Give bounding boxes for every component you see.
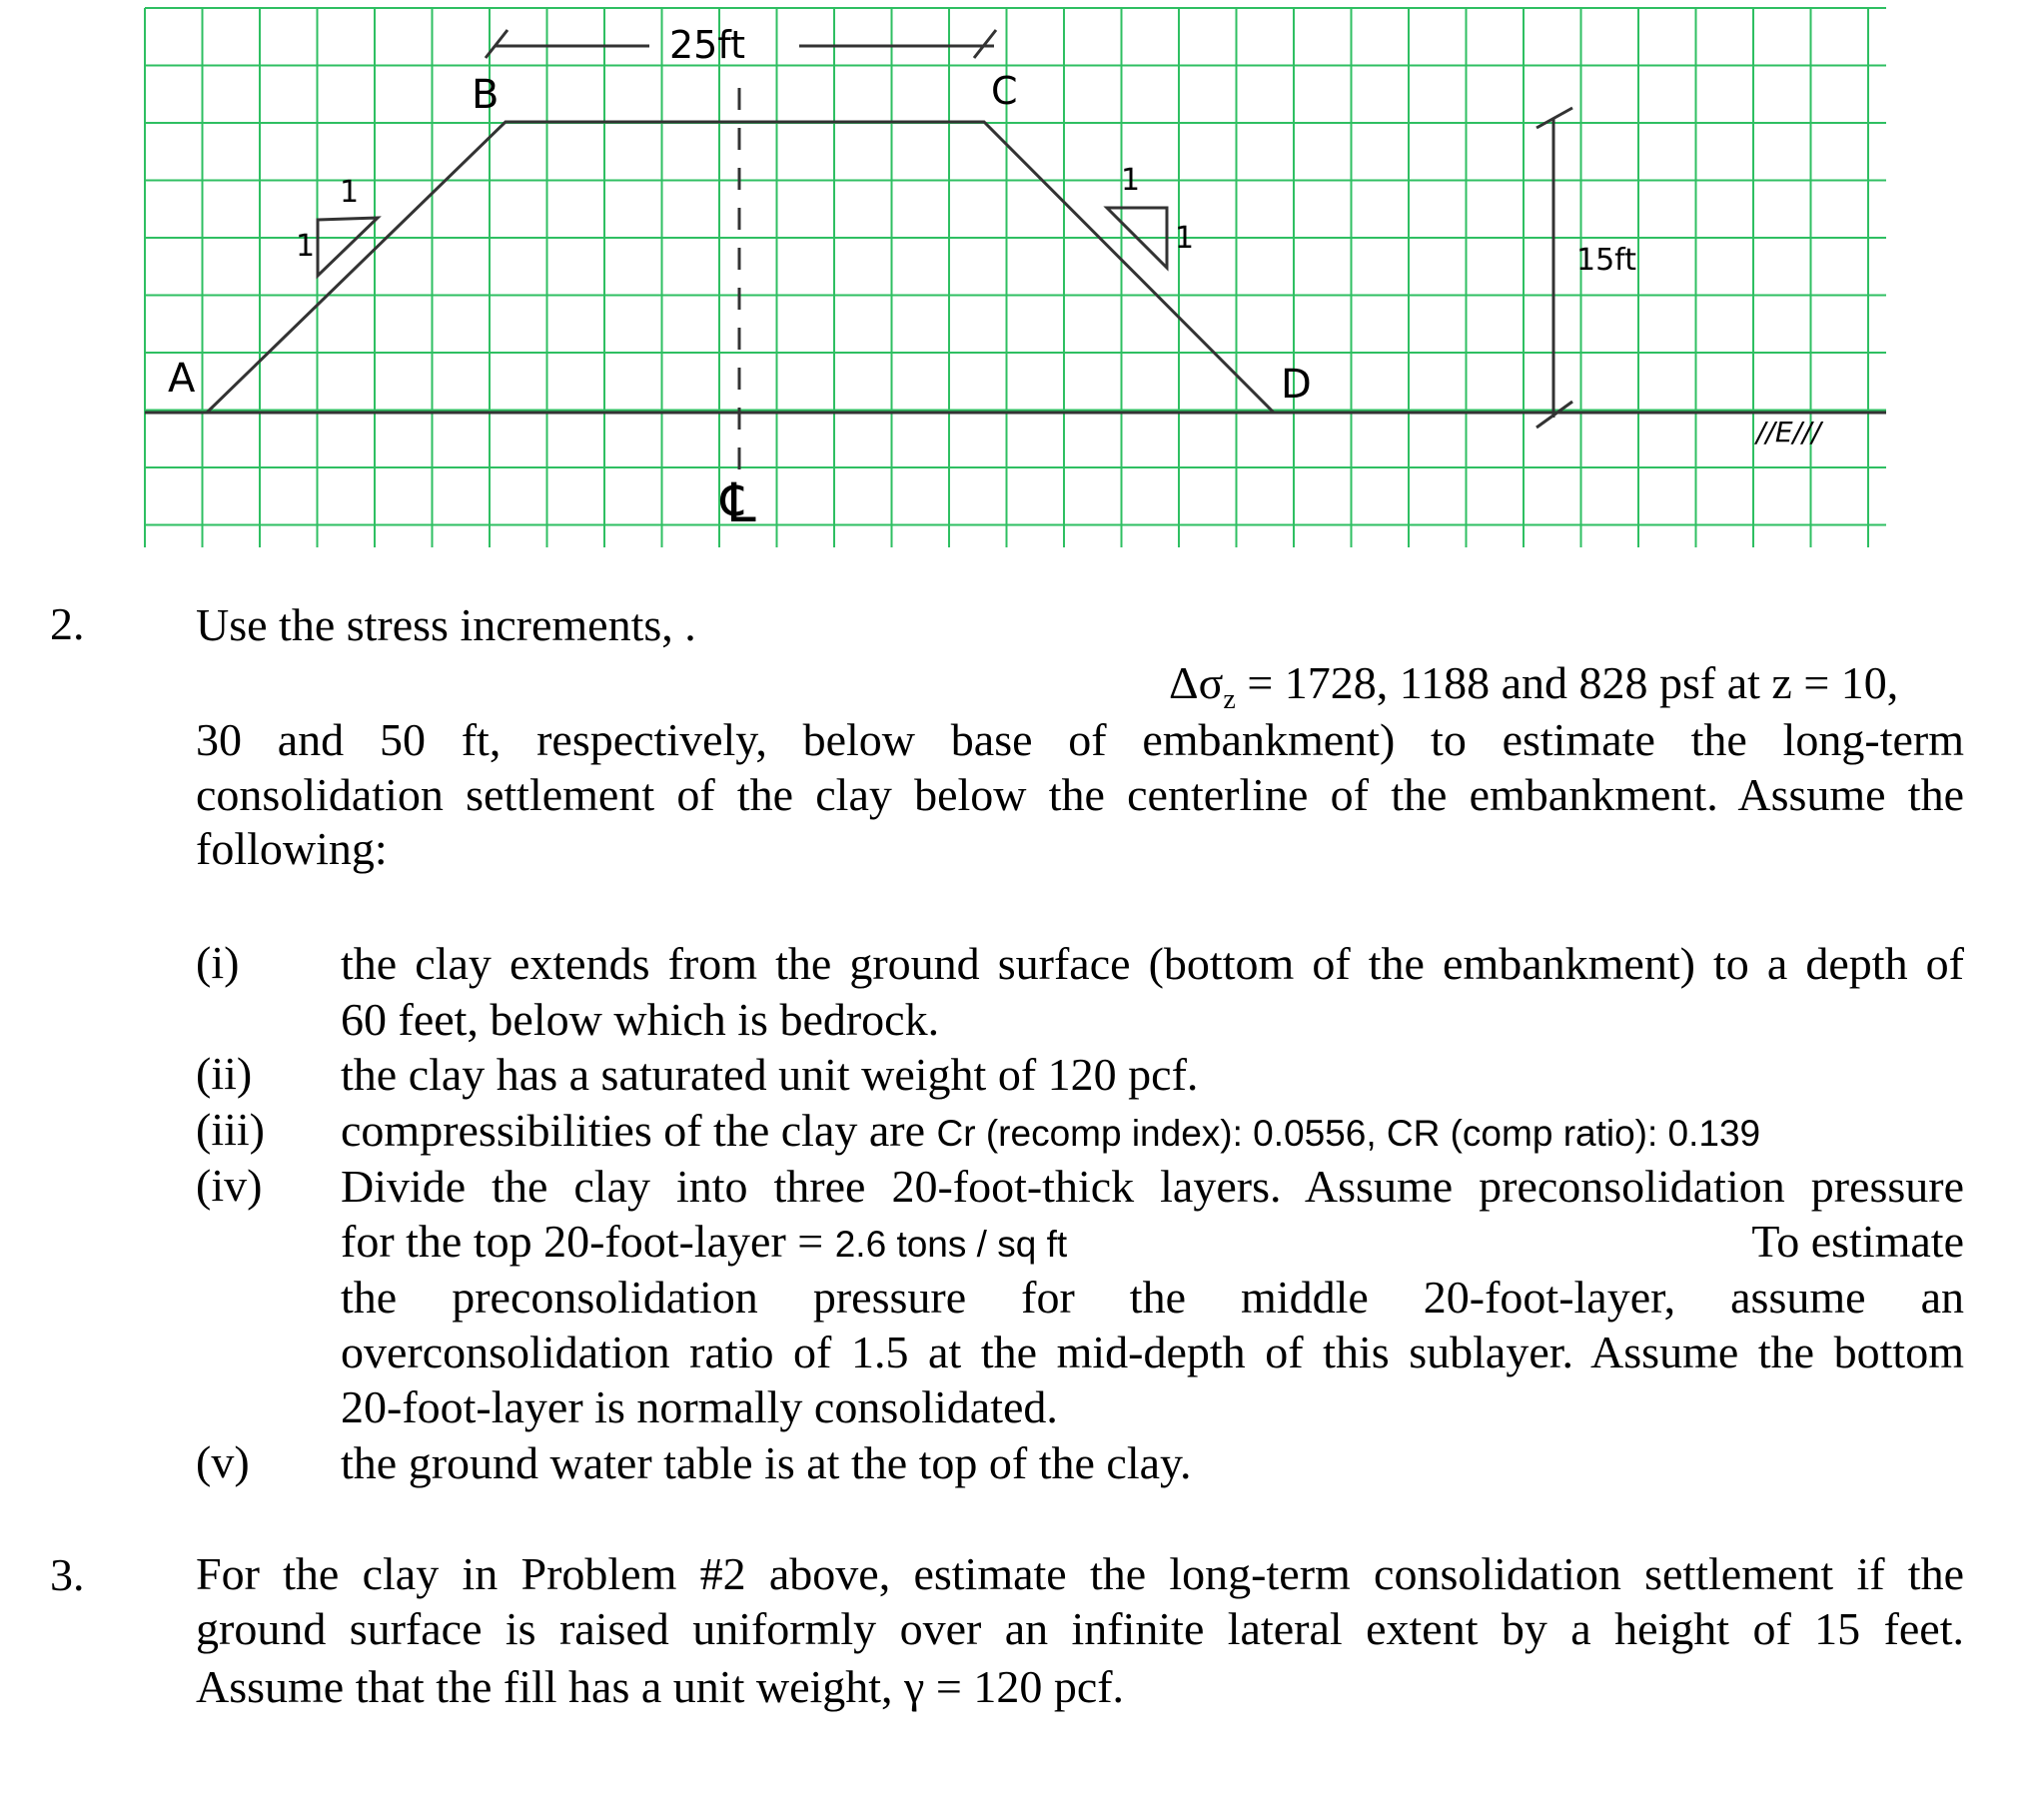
item-iv-line-2: [341, 1214, 1067, 1272]
item-iv-line-4: overconsolidation ratio of 1.5 at the mid-depth of this sublayer. Assume the bottom: [341, 1327, 1964, 1377]
problem-3-line-3: Assume that the fill has a unit weight, γ = 120 pcf.: [196, 1661, 1125, 1712]
slope-right-rise: 1: [1121, 163, 1141, 198]
item-iv-line-2-text: for the top 20-foot-layer =: [341, 1216, 835, 1267]
item-iii-inserted-values: Cr (recomp index): 0.0556, CR (comp ratio): 0.139: [936, 1113, 1761, 1154]
item-iv-line-5: 20-foot-layer is normally consolidated.: [341, 1381, 1058, 1432]
stress-symbol: Δσ: [1169, 657, 1224, 708]
problem-3-line-1: For the clay in Problem #2 above, estimate the long-term consolidation settlement if the: [196, 1548, 1964, 1599]
centerline-symbol: ℄: [721, 471, 756, 534]
problem-2-line-5: following:: [196, 823, 388, 874]
point-label-d: D: [1281, 362, 1312, 408]
stress-subscript: z: [1223, 684, 1236, 716]
item-iii-text: compressibilities of the clay are: [341, 1105, 937, 1156]
height-dimension-label: 15ft: [1576, 243, 1636, 278]
item-v-line-1: the ground water table is at the top of the clay.: [341, 1437, 1192, 1488]
item-i-line-2: 60 feet, below which is bedrock.: [341, 994, 940, 1045]
item-iv-line-2-right: To estimate: [1751, 1216, 1964, 1267]
slope-right-run: 1: [1175, 221, 1195, 256]
item-iv-line-1: Divide the clay into three 20-foot-thick layers. Assume preconsolidation pressure: [341, 1161, 1964, 1212]
item-v-label: (v): [196, 1436, 250, 1487]
item-iii-label: (iii): [196, 1104, 265, 1155]
point-label-b: B: [472, 72, 500, 118]
problem-3-line-2: ground surface is raised uniformly over an infinite lateral extent by a height of 15 feet.: [196, 1603, 1964, 1654]
item-ii-label: (ii): [196, 1048, 253, 1099]
item-iv-line-3: the preconsolidation pressure for the middle 20-foot-layer, assume an: [341, 1272, 1964, 1323]
problem-2-number: 2.: [50, 598, 85, 649]
slope-triangle-left: [318, 218, 378, 276]
slope-left-rise: 1: [340, 175, 360, 210]
item-iii-line-1: [341, 1103, 1760, 1161]
top-dimension-tick-right: [974, 30, 996, 58]
item-ii-line-1: the clay has a saturated unit weight of 120 pcf.: [341, 1049, 1199, 1100]
problem-3-number: 3.: [50, 1549, 85, 1600]
item-iv-label: (iv): [196, 1160, 263, 1211]
point-label-c: C: [991, 69, 1018, 113]
ground-hatch-symbol: //E///: [1756, 416, 1821, 449]
problem-2-line-3: 30 and 50 ft, respectively, below base of embankment) to estimate the long-term: [196, 714, 1964, 765]
stress-values: = 1728, 1188 and 828 psf at z = 10,: [1235, 657, 1899, 708]
item-iv-inserted-pressure: 2.6 tons / sq ft: [834, 1224, 1068, 1265]
item-i-line-1: the clay extends from the ground surface (bottom of the embankment) to a depth of: [341, 938, 1964, 989]
top-dimension-label: 25ft: [669, 23, 745, 67]
item-i-label: (i): [196, 937, 240, 988]
embankment-figure: [0, 0, 2044, 559]
slope-left-run: 1: [296, 229, 316, 264]
problem-2-line-4: consolidation settlement of the clay below the centerline of the embankment. Assume the: [196, 769, 1964, 820]
problem-2-line-1: Use the stress increments, .: [196, 599, 696, 650]
point-label-a: A: [168, 356, 196, 402]
